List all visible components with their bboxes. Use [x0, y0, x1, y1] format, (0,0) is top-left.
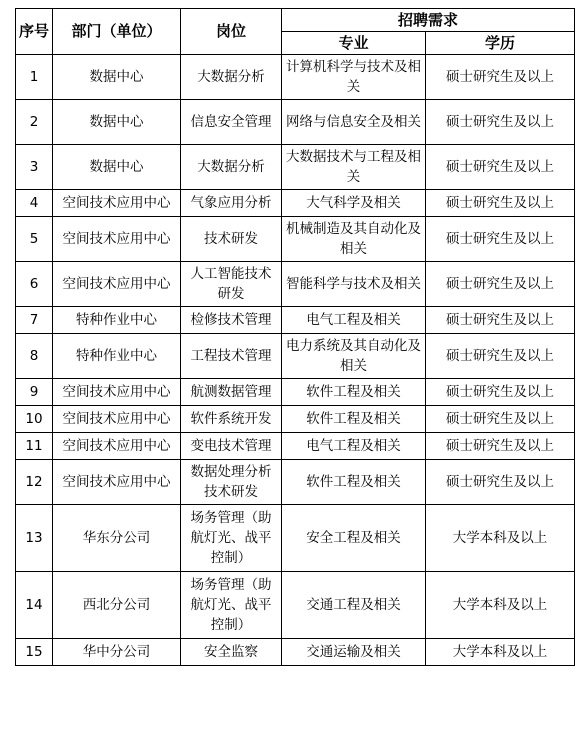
cell-position: 信息安全管理: [181, 100, 282, 145]
cell-position: 大数据分析: [181, 145, 282, 190]
cell-no: 5: [16, 217, 53, 262]
cell-position: 工程技术管理: [181, 334, 282, 379]
cell-dept: 空间技术应用中心: [53, 190, 181, 217]
cell-major: 大气科学及相关: [282, 190, 426, 217]
table-row: [16, 262, 575, 307]
cell-position: 气象应用分析: [181, 190, 282, 217]
cell-major: 软件工程及相关: [282, 460, 426, 505]
cell-education: 硕士研究生及以上: [426, 55, 575, 100]
cell-dept: 数据中心: [53, 100, 181, 145]
cell-education: 硕士研究生及以上: [426, 406, 575, 433]
cell-education: 硕士研究生及以上: [426, 379, 575, 406]
table-row: [16, 572, 575, 639]
cell-no: 2: [16, 100, 53, 145]
cell-no: 3: [16, 145, 53, 190]
cell-education: 硕士研究生及以上: [426, 433, 575, 460]
table-row: [16, 217, 575, 262]
cell-position: 软件系统开发: [181, 406, 282, 433]
cell-position: 技术研发: [181, 217, 282, 262]
cell-major: 软件工程及相关: [282, 379, 426, 406]
cell-no: 9: [16, 379, 53, 406]
table-row: [16, 505, 575, 572]
cell-dept: 空间技术应用中心: [53, 406, 181, 433]
table-row: [16, 190, 575, 217]
recruitment-table: [15, 8, 575, 666]
header-major: 专业: [282, 32, 426, 55]
table-row: [16, 406, 575, 433]
table-row: [16, 334, 575, 379]
cell-dept: 空间技术应用中心: [53, 262, 181, 307]
header-requirements: 招聘需求: [282, 9, 575, 32]
cell-no: 14: [16, 572, 53, 639]
cell-dept: 空间技术应用中心: [53, 379, 181, 406]
cell-no: 4: [16, 190, 53, 217]
cell-major: 网络与信息安全及相关: [282, 100, 426, 145]
cell-education: 硕士研究生及以上: [426, 217, 575, 262]
cell-education: 硕士研究生及以上: [426, 460, 575, 505]
cell-dept: 华东分公司: [53, 505, 181, 572]
cell-dept: 特种作业中心: [53, 334, 181, 379]
cell-major: 安全工程及相关: [282, 505, 426, 572]
table-row: [16, 307, 575, 334]
cell-education: 大学本科及以上: [426, 572, 575, 639]
table-row: [16, 145, 575, 190]
table-row: [16, 379, 575, 406]
cell-major: 计算机科学与技术及相关: [282, 55, 426, 100]
cell-dept: 空间技术应用中心: [53, 433, 181, 460]
table-row: [16, 639, 575, 666]
cell-education: 大学本科及以上: [426, 639, 575, 666]
cell-major: 软件工程及相关: [282, 406, 426, 433]
cell-position: 航测数据管理: [181, 379, 282, 406]
cell-education: 大学本科及以上: [426, 505, 575, 572]
cell-dept: 数据中心: [53, 55, 181, 100]
table-row: [16, 433, 575, 460]
header-dept: 部门（单位）: [53, 9, 181, 55]
cell-no: 15: [16, 639, 53, 666]
cell-major: 机械制造及其自动化及相关: [282, 217, 426, 262]
cell-major: 电气工程及相关: [282, 307, 426, 334]
cell-position: 场务管理（助航灯光、战平控制）: [181, 505, 282, 572]
table-row: [16, 55, 575, 100]
cell-major: 电气工程及相关: [282, 433, 426, 460]
cell-dept: 空间技术应用中心: [53, 460, 181, 505]
cell-dept: 特种作业中心: [53, 307, 181, 334]
cell-no: 1: [16, 55, 53, 100]
table-row: [16, 100, 575, 145]
header-position: 岗位: [181, 9, 282, 55]
cell-no: 6: [16, 262, 53, 307]
cell-major: 电力系统及其自动化及相关: [282, 334, 426, 379]
cell-no: 12: [16, 460, 53, 505]
table-row: [16, 460, 575, 505]
cell-position: 大数据分析: [181, 55, 282, 100]
cell-major: 交通工程及相关: [282, 572, 426, 639]
cell-no: 10: [16, 406, 53, 433]
cell-no: 8: [16, 334, 53, 379]
cell-position: 安全监察: [181, 639, 282, 666]
cell-position: 数据处理分析技术研发: [181, 460, 282, 505]
cell-no: 7: [16, 307, 53, 334]
cell-education: 硕士研究生及以上: [426, 145, 575, 190]
cell-education: 硕士研究生及以上: [426, 334, 575, 379]
header-no: 序号: [16, 9, 53, 55]
cell-dept: 西北分公司: [53, 572, 181, 639]
cell-education: 硕士研究生及以上: [426, 190, 575, 217]
cell-major: 交通运输及相关: [282, 639, 426, 666]
cell-position: 场务管理（助航灯光、战平控制）: [181, 572, 282, 639]
cell-position: 检修技术管理: [181, 307, 282, 334]
header-row-top: [16, 9, 575, 32]
cell-position: 人工智能技术研发: [181, 262, 282, 307]
cell-no: 11: [16, 433, 53, 460]
cell-dept: 空间技术应用中心: [53, 217, 181, 262]
cell-education: 硕士研究生及以上: [426, 100, 575, 145]
cell-education: 硕士研究生及以上: [426, 307, 575, 334]
cell-education: 硕士研究生及以上: [426, 262, 575, 307]
cell-dept: 数据中心: [53, 145, 181, 190]
cell-major: 智能科学与技术及相关: [282, 262, 426, 307]
cell-major: 大数据技术与工程及相关: [282, 145, 426, 190]
header-education: 学历: [426, 32, 575, 55]
cell-no: 13: [16, 505, 53, 572]
cell-dept: 华中分公司: [53, 639, 181, 666]
cell-position: 变电技术管理: [181, 433, 282, 460]
